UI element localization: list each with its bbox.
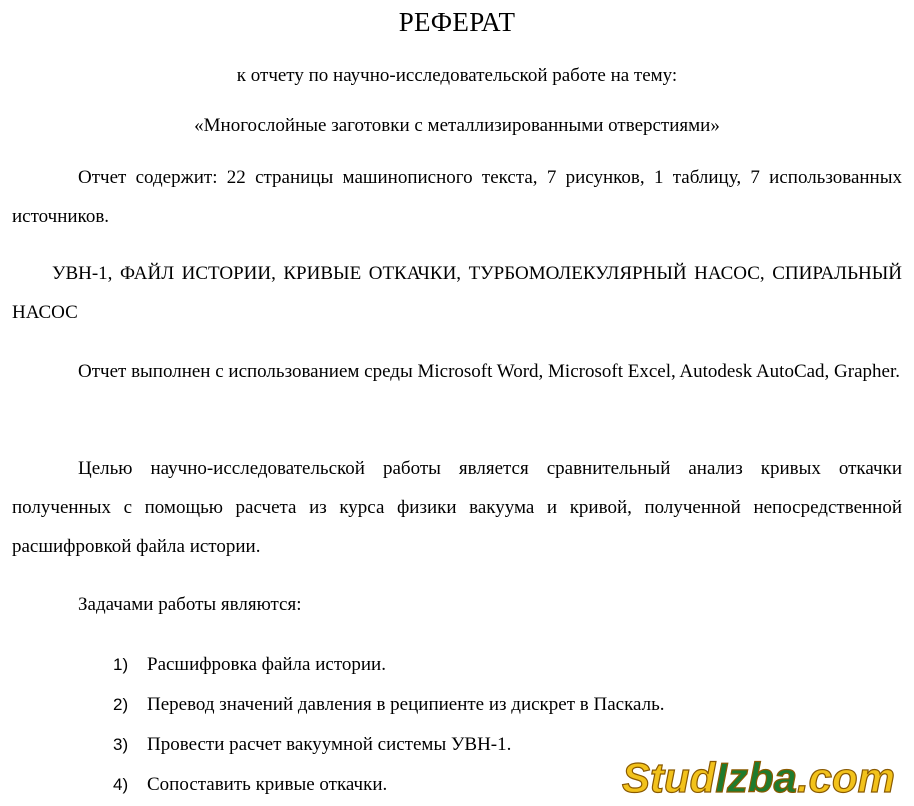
task-number: 3) bbox=[113, 735, 129, 754]
document-subtitle: к отчету по научно-исследовательской работе на тему: bbox=[236, 65, 678, 86]
svg-text:StudIzba.com: StudIzba.com bbox=[622, 754, 896, 801]
paragraph-goal: Целью научно-исследовательской работы является сравнительный анализ кривых откачки полученных с помощью расчета из курса физики вакуума и кривой, полученной непосредственной расшифровкой файла истории. bbox=[12, 458, 902, 557]
task-text: Сопоставить кривые откачки. bbox=[147, 774, 388, 795]
paragraph-keywords: УВН-1, ФАЙЛ ИСТОРИИ, КРИВЫЕ ОТКАЧКИ, ТУРБОМОЛЕКУЛЯРНЫЙ НАСОС, СПИРАЛЬНЫЙ НАСОС bbox=[12, 263, 902, 323]
task-item bbox=[0, 646, 914, 682]
document-title: РЕФЕРАТ bbox=[398, 7, 516, 37]
task-text: Расшифровка файла истории. bbox=[147, 654, 386, 675]
task-text: Перевод значений давления в реципиенте из дискрет в Паскаль. bbox=[147, 694, 665, 715]
task-text: Провести расчет вакуумной системы УВН-1. bbox=[147, 734, 512, 755]
task-number: 4) bbox=[113, 775, 129, 794]
paragraph-contents: Отчет содержит: 22 страницы машинописного текста, 7 рисунков, 1 таблицу, 7 использованных источников. bbox=[12, 167, 902, 227]
paragraph-tasks-intro: Задачами работы являются: bbox=[78, 594, 302, 615]
task-number: 2) bbox=[113, 695, 129, 714]
task-number: 1) bbox=[113, 655, 129, 674]
task-item bbox=[0, 686, 914, 722]
studizba-logo-watermark bbox=[618, 752, 908, 802]
document-topic: «Многослойные заготовки с металлизированными отверстиями» bbox=[194, 115, 720, 136]
paragraph-software: Отчет выполнен с использованием среды Microsoft Word, Microsoft Excel, Autodesk AutoCad, Grapher. bbox=[78, 361, 901, 382]
